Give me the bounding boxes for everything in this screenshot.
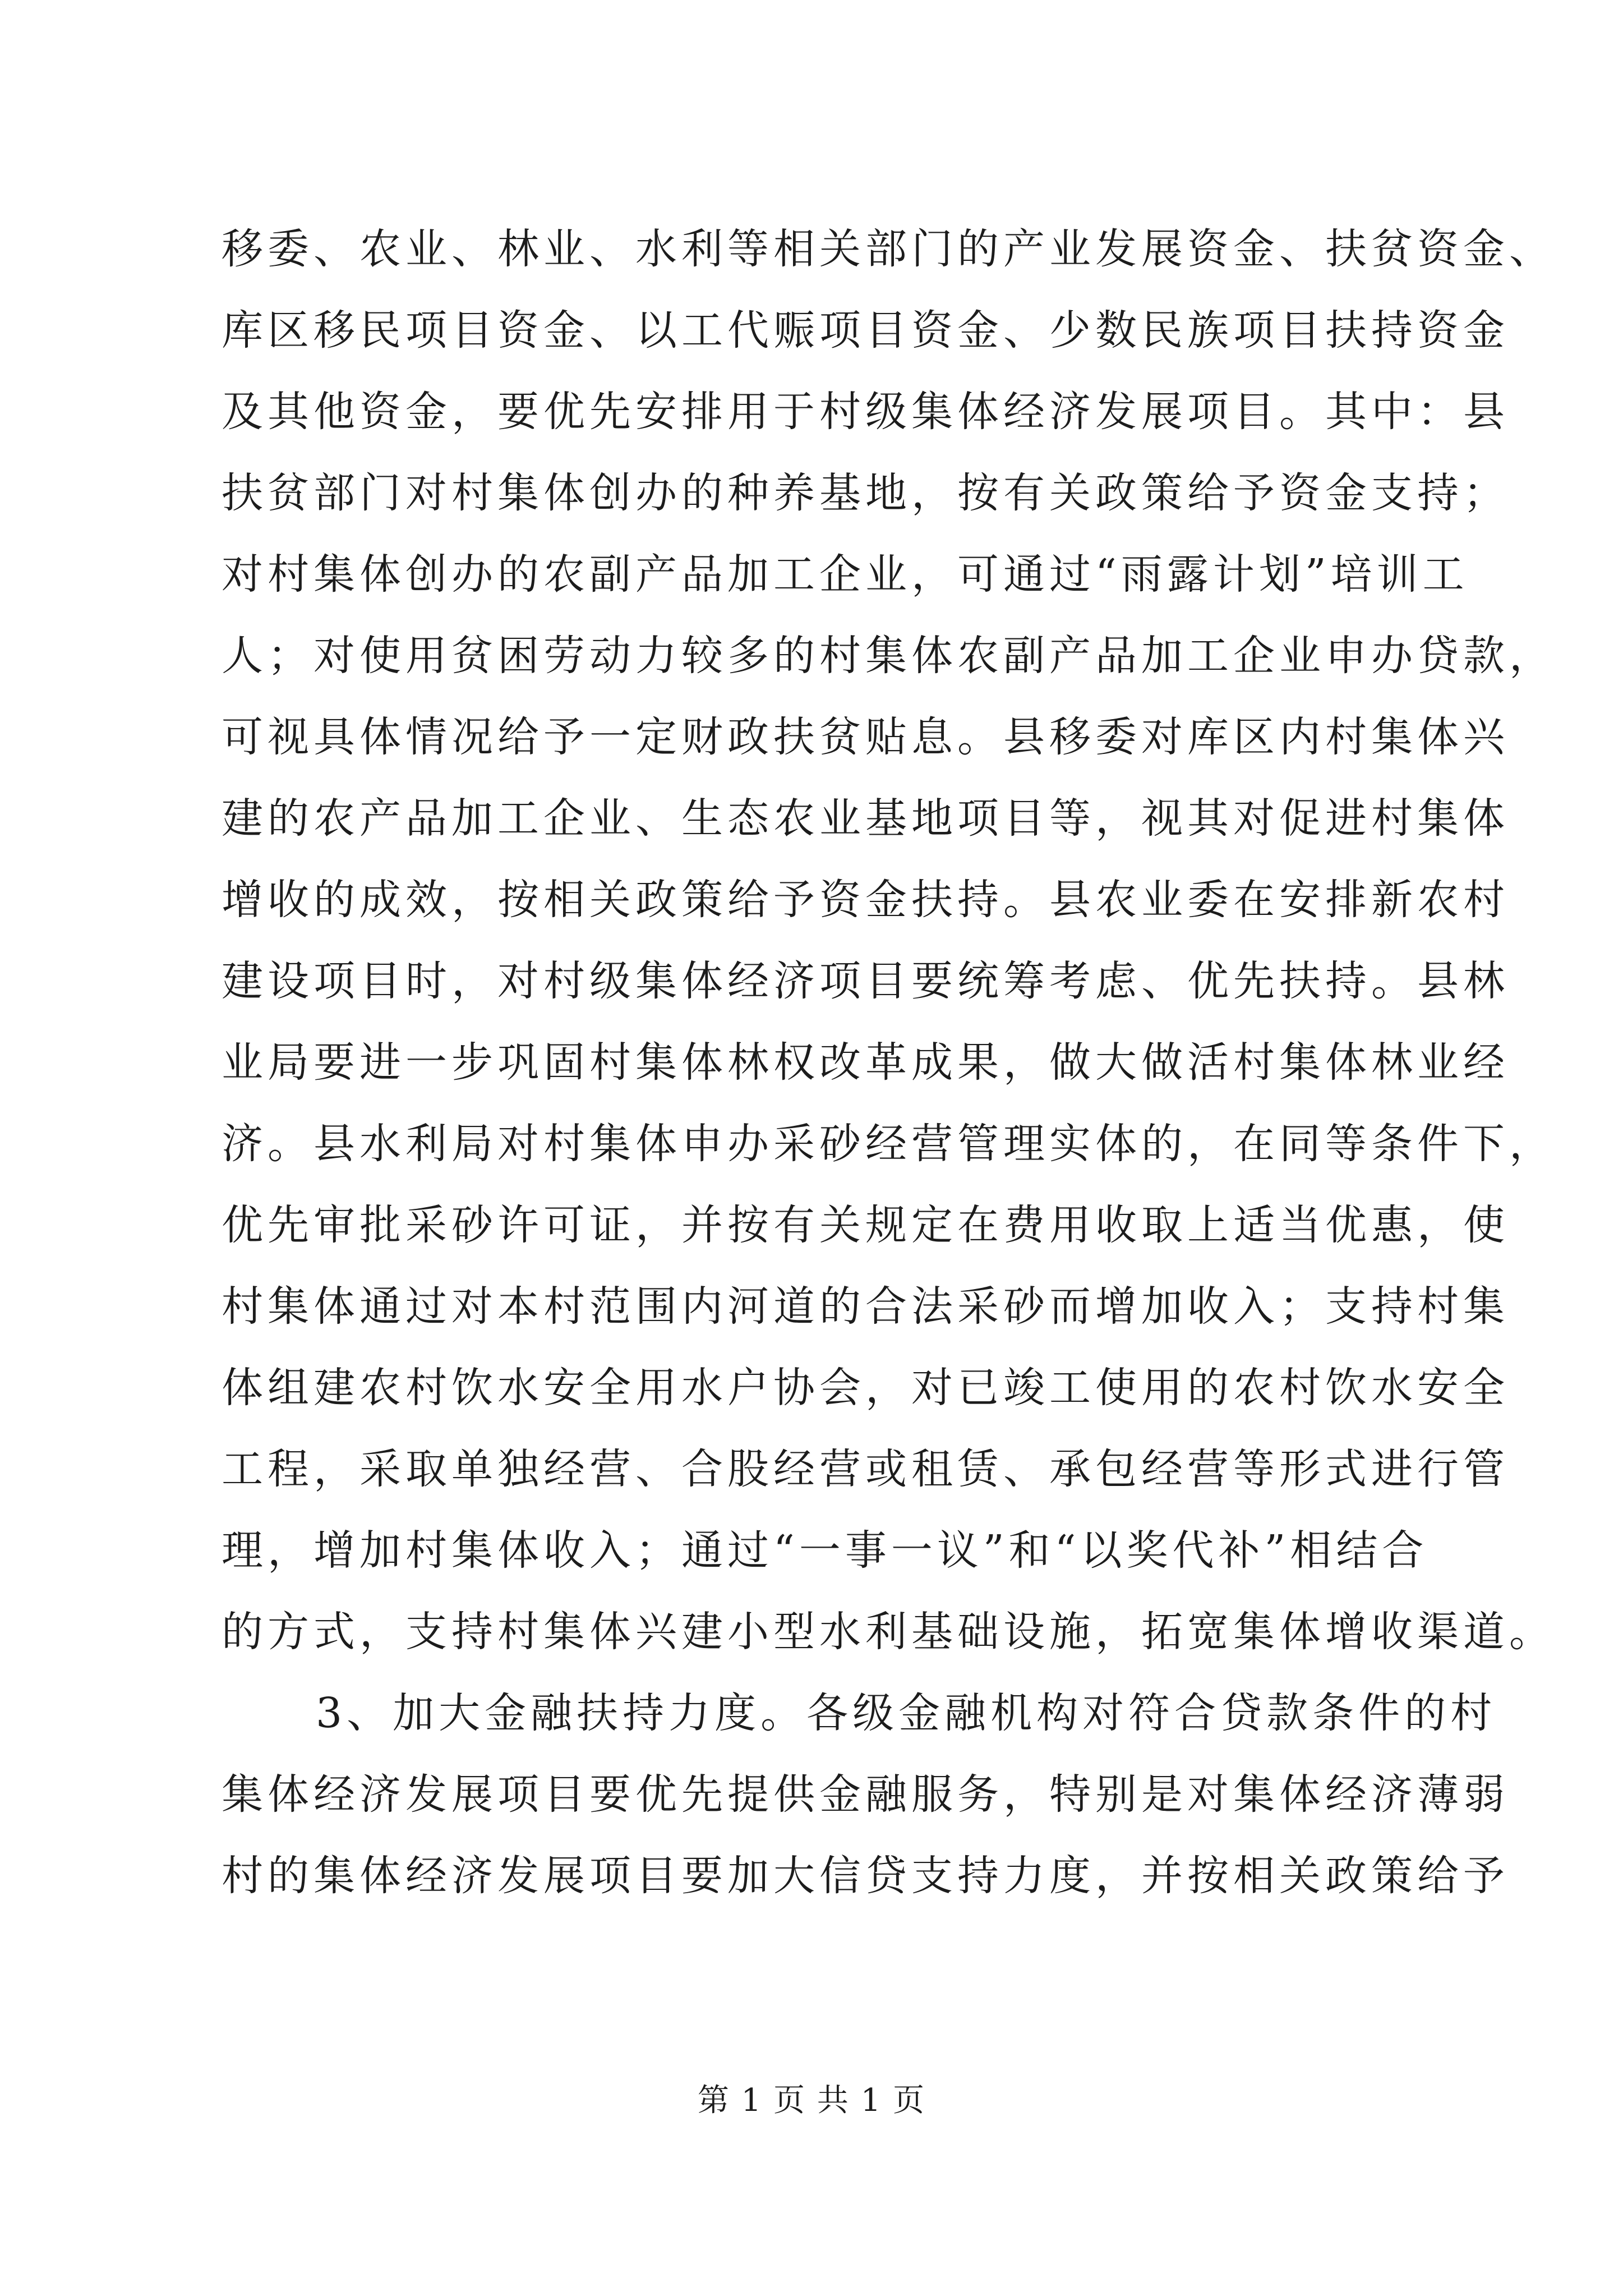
text-line: 理，增加村集体收入；通过“一事一议”和“以奖代补”相结合 [222,1526,1428,1575]
text-line: 及其他资金，要优先安排用于村级集体经济发展项目。其中：县 [222,388,1509,436]
text-line: 扶贫部门对村集体创办的种养基地，按有关政策给予资金支持； [222,469,1509,517]
text-line: 移委、农业、林业、水利等相关部门的产业发展资金、扶贫资金、 [222,225,1555,273]
text-line: 建设项目时，对村级集体经济项目要统筹考虑、优先扶持。县林 [222,957,1509,1005]
text-line: 村集体通过对本村范围内河道的合法采砂而增加收入；支持村集 [222,1282,1509,1331]
text-line: 3、加大金融扶持力度。各级金融机构对符合贷款条件的村 [316,1689,1497,1737]
text-line: 人；对使用贫困劳动力较多的村集体农副产品加工企业申办贷款， [222,632,1555,680]
text-line: 工程，采取单独经营、合股经营或租赁、承包经营等形式进行管 [222,1445,1509,1493]
document-body [222,209,1555,1917]
text-line: 可视具体情况给予一定财政扶贫贴息。县移委对库区内村集体兴 [222,713,1509,761]
text-line: 村的集体经济发展项目要加大信贷支持力度，并按相关政策给予 [222,1852,1509,1900]
page-number-label: 第 1 页 共 1 页 [697,2082,926,2119]
text-line: 建的农产品加工企业、生态农业基地项目等，视其对促进村集体 [222,794,1509,843]
text-line: 优先审批采砂许可证，并按有关规定在费用收取上适当优惠，使 [222,1201,1509,1249]
text-line: 库区移民项目资金、以工代赈项目资金、少数民族项目扶持资金 [222,306,1509,355]
text-line: 济。县水利局对村集体申办采砂经营管理实体的，在同等条件下， [222,1120,1555,1168]
text-line: 的方式，支持村集体兴建小型水利基础设施，拓宽集体增收渠道。 [222,1608,1555,1656]
text-line: 集体经济发展项目要优先提供金融服务，特别是对集体经济薄弱 [222,1770,1509,1819]
text-line: 对村集体创办的农副产品加工企业，可通过“雨露计划”培训工 [222,550,1469,599]
page-footer [0,2076,1623,2120]
text-line: 业局要进一步巩固村集体林权改革成果，做大做活村集体林业经 [222,1038,1509,1087]
text-line: 增收的成效，按相关政策给予资金扶持。县农业委在安排新农村 [222,876,1509,924]
text-line: 体组建农村饮水安全用水户协会，对已竣工使用的农村饮水安全 [222,1364,1509,1412]
